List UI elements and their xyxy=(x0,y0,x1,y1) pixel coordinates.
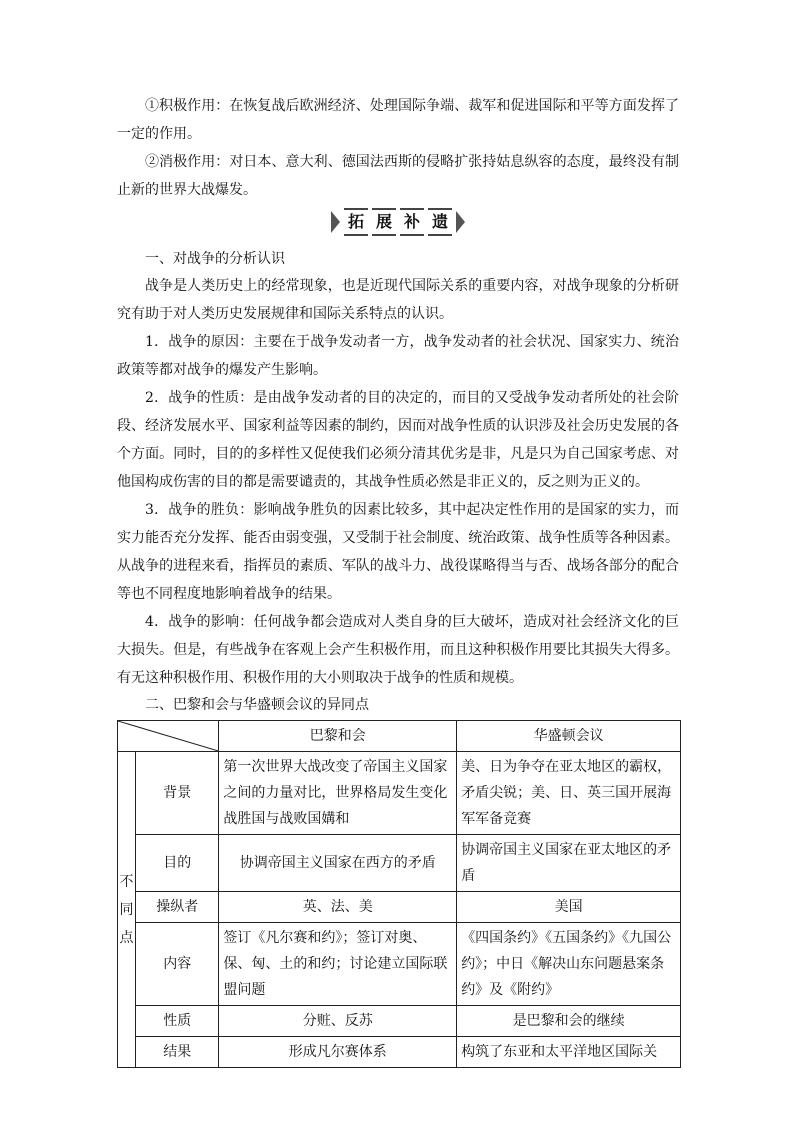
banner-char: 展 xyxy=(372,208,396,236)
cell-washington: 协调帝国主义国家在亚太地区的矛盾 xyxy=(457,835,681,892)
group-label-differences: 不 同 点 xyxy=(118,752,136,1068)
table-header-row xyxy=(118,721,681,752)
comparison-table xyxy=(117,720,681,1068)
table-row xyxy=(118,752,681,835)
banner-left-chevron-icon xyxy=(331,211,340,233)
cell-washington: 《四国条约》《五国条约》《九国公约》；中日《解决山东问题悬案条约》及《附约》 xyxy=(457,923,681,1006)
table-row xyxy=(118,835,681,892)
section1-item-cause: 1．战争的原因：主要在于战争发动者一方，战争发动者的社会状况、国家实力、统治政策等都对战争的爆发产生影响。 xyxy=(117,334,679,378)
table-row xyxy=(118,892,681,923)
cell-washington: 美国 xyxy=(457,892,681,923)
banner-char: 补 xyxy=(400,208,424,236)
section-banner xyxy=(117,208,679,244)
cell-paris: 签订《凡尔赛和约》；签订对奥、保、匈、土的和约；讨论建立国际联盟问题 xyxy=(219,923,457,1006)
table-row xyxy=(118,1006,681,1037)
section1-item-outcome: 3．战争的胜负：影响战争胜负的因素比较多，其中起决定性作用的是国家的实力，而实力能否充分发挥、能否由弱变强，又受制于社会制度、统治政策、战争性质等各种因素。从战争的进程来看，指挥员的素质、军队的战斗力、战役谋略得当与否、战场各部分的配合等也不同程度地影响着战争的结果。 xyxy=(117,502,679,602)
table-row xyxy=(118,1037,681,1068)
cell-paris: 分赃、反苏 xyxy=(219,1006,457,1037)
row-label: 目的 xyxy=(136,835,219,892)
cell-washington: 构筑了东亚和太平洋地区国际关 xyxy=(457,1037,681,1068)
document-content xyxy=(117,92,679,1068)
row-label: 背景 xyxy=(136,752,219,835)
diagonal-line-icon xyxy=(118,721,218,751)
section1-intro: 战争是人类历史上的经常现象，也是近现代国际关系的重要内容，对战争现象的分析研究有助于对人类历史发展规律和国际关系特点的认识。 xyxy=(117,278,679,322)
cell-paris: 形成凡尔赛体系 xyxy=(219,1037,457,1068)
cell-washington: 美、日为争夺在亚太地区的霸权，矛盾尖锐；美、日、英三国开展海军军备竞赛 xyxy=(457,752,681,835)
table-row xyxy=(118,923,681,1006)
row-label: 操纵者 xyxy=(136,892,219,923)
paragraph-negative-role: ②消极作用：对日本、意大利、德国法西斯的侵略扩张持姑息纵容的态度，最终没有制止新的世界大战爆发。 xyxy=(117,154,679,198)
section1-item-impact: 4．战争的影响：任何战争都会造成对人类自身的巨大破坏，造成对社会经济文化的巨大损失。但是，有些战争在客观上会产生积极作用，而且这种积极作用要比其损失大得多。有无这种积极作用、积极作用的大小则取决于战争的性质和规模。 xyxy=(117,614,679,686)
section2-heading: 二、巴黎和会与华盛顿会议的异同点 xyxy=(145,697,369,713)
paragraph-positive-role: ①积极作用：在恢复战后欧洲经济、处理国际争端、裁军和促进国际和平等方面发挥了一定的作用。 xyxy=(117,98,679,142)
header-washington: 华盛顿会议 xyxy=(457,721,681,752)
row-label: 性质 xyxy=(136,1006,219,1037)
cell-paris: 英、法、美 xyxy=(219,892,457,923)
table-corner-cell xyxy=(118,721,219,752)
banner-char: 遗 xyxy=(428,208,452,236)
banner-char: 拓 xyxy=(344,208,368,236)
row-label: 内容 xyxy=(136,923,219,1006)
cell-paris: 协调帝国主义国家在西方的矛盾 xyxy=(219,835,457,892)
banner-right-chevron-icon xyxy=(456,211,465,233)
section1-heading: 一、对战争的分析认识 xyxy=(145,251,285,267)
cell-washington: 是巴黎和会的继续 xyxy=(457,1006,681,1037)
row-label: 结果 xyxy=(136,1037,219,1068)
cell-paris: 第一次世界大战改变了帝国主义国家之间的力量对比，世界格局发生变化战胜国与战败国媾和 xyxy=(219,752,457,835)
section1-item-nature: 2．战争的性质：是由战争发动者的目的决定的，而目的又受战争发动者所处的社会阶段、经济发展水平、国家利益等因素的制约，因而对战争性质的认识涉及社会历史发展的各个方面。同时，目的的多样性又促使我们必须分清其优劣是非，凡是只为自己国家考虑、对他国构成伤害的目的都是需要谴责的，其战争性质必然是非正义的，反之则为正义的。 xyxy=(117,390,679,490)
header-paris: 巴黎和会 xyxy=(219,721,457,752)
